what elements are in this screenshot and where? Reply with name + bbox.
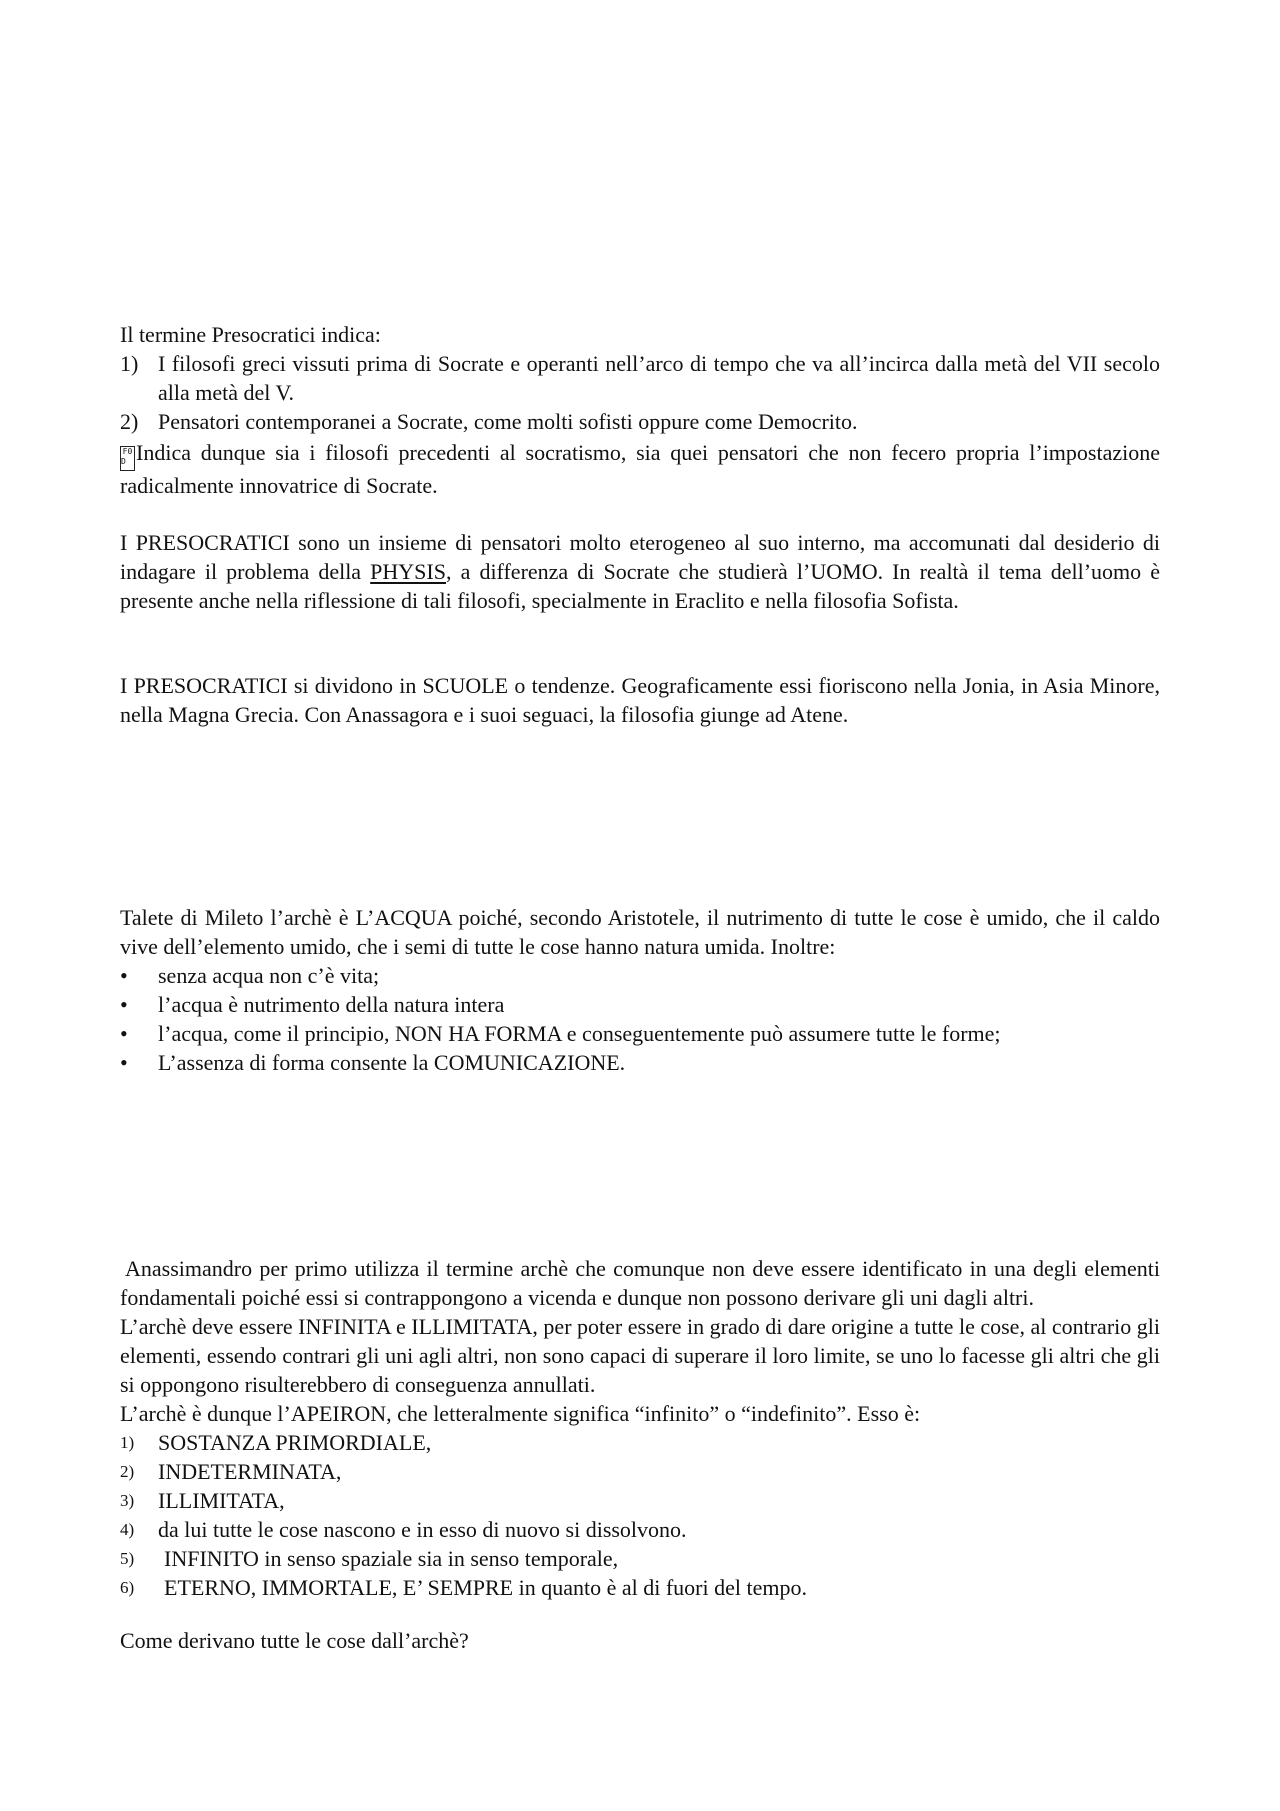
section-talete [120,903,1160,1077]
summary-text: Indica dunque sia i filosofi precedenti al socratismo, sia quei pensatori che non fecero propria l’impostazione radicalmente innovatrice di Socrate. [120,440,1160,498]
list-item-text: ETERNO, IMMORTALE, E’ SEMPRE in quanto è al di fuori del tempo. [164,1575,807,1600]
physis-keyword: PHYSIS [370,559,446,584]
bullet-text: l’acqua, come il principio, NON HA FORMA e conseguentemente può assumere tutte le forme; [158,1021,1001,1046]
schools-paragraph: I PRESOCRATICI si dividono in SCUOLE o tendenze. Geograficamente essi fioriscono nella Jonia, in Asia Minore, nella Magna Grecia. Con Anassagora e i suoi seguaci, la filosofia giunge ad Atene. [120,673,1160,727]
bullet-item [120,961,1160,990]
list-item-text: Pensatori contemporanei a Socrate, come molti sofisti oppure come Democrito. [158,409,858,434]
physis-text-before: I PRESOCRATICI sono un insieme di pensatori molto eterogeneo al suo interno, ma accomunati dal desiderio di indagare il problema della [120,530,1160,584]
apeiron-list [120,1428,1160,1602]
bullet-item [120,1048,1160,1077]
anassimandro-paragraph-3: L’archè è dunque l’APEIRON, che letteralmente significa “infinito” o “indefinito”. Esso è: [120,1401,921,1426]
list-number: 1) [120,1433,135,1452]
list-number: 5) [120,1549,135,1568]
intro-line: Il termine Presocratici indica: [120,322,381,347]
list-number: 4) [120,1520,135,1539]
section-schools [120,671,1160,729]
list-item [120,1515,1160,1544]
bullet-item [120,990,1160,1019]
bullet-text: l’acqua è nutrimento della natura intera [158,992,505,1017]
list-number: 1) [120,351,139,376]
list-number: 3) [120,1491,135,1510]
list-item [120,349,1160,407]
list-item-text: INFINITO in senso spaziale sia in senso temporale, [164,1546,619,1571]
list-item [120,1457,1160,1486]
talete-bullet-list [120,961,1160,1077]
anassimandro-paragraph-2: L’archè deve essere INFINITA e ILLIMITATA, per poter essere in grado di dare origine a tutte le cose, al contrario gli elementi, essendo contrari gli uni agli altri, non sono capaci di superare il loro limite, se uno lo facesse gli altri che gli si oppongono risulterebbero di conseguenza annullati. [120,1314,1160,1397]
physis-paragraph [120,528,1160,615]
bullet-icon: • [120,992,128,1017]
bullet-icon: • [120,1021,128,1046]
bullet-item [120,1019,1160,1048]
talete-paragraph: Talete di Mileto l’archè è L’ACQUA poiché, secondo Aristotele, il nutrimento di tutte le cose è umido, che il caldo vive dell’elemento umido, che i semi di tutte le cose hanno natura umida. Inoltre: [120,905,1160,959]
bullet-text: senza acqua non c’è vita; [158,963,380,988]
list-item-text: ILLIMITATA, [158,1488,285,1513]
list-item [120,407,1160,436]
definition-list [120,349,1160,436]
bullet-icon: • [120,963,128,988]
list-item-text: INDETERMINATA, [158,1459,342,1484]
section-presocratici-definition [120,320,1160,500]
section-anassimandro [120,1254,1160,1655]
list-item [120,1428,1160,1457]
section-physis [120,528,1160,615]
bullet-icon: • [120,1050,128,1075]
anassimandro-paragraph-1: Anassimandro per primo utilizza il termine archè che comunque non deve essere identificato in una degli elementi fondamentali poiché essi si contrappongono a vicenda e dunque non possono derivare gli uni dagli altri. [120,1256,1160,1310]
list-number: 2) [120,409,139,434]
physis-text-after: , a differenza di Socrate che studierà l’UOMO. In realtà il tema dell’uomo è presente anche nella riflessione di tali filosofi, specialmente in Eraclito e nella filosofia Sofista. [120,559,1160,613]
list-item-text: I filosofi greci vissuti prima di Socrate e operanti nell’arco di tempo che va all’incirca dalla metà del VII secolo alla metà del V. [158,351,1160,405]
missing-glyph-icon: F0 D [120,446,135,471]
list-item [120,1486,1160,1515]
list-number: 6) [120,1578,135,1597]
summary-paragraph [120,438,1160,500]
list-item-text: SOSTANZA PRIMORDIALE, [158,1430,432,1455]
list-item [120,1544,1160,1573]
bullet-text: L’assenza di forma consente la COMUNICAZIONE. [158,1050,626,1075]
list-number: 2) [120,1462,135,1481]
list-item-text: da lui tutte le cose nascono e in esso di nuovo si dissolvono. [158,1517,687,1542]
closing-question: Come derivano tutte le cose dall’archè? [120,1628,469,1653]
list-item [120,1573,1160,1602]
